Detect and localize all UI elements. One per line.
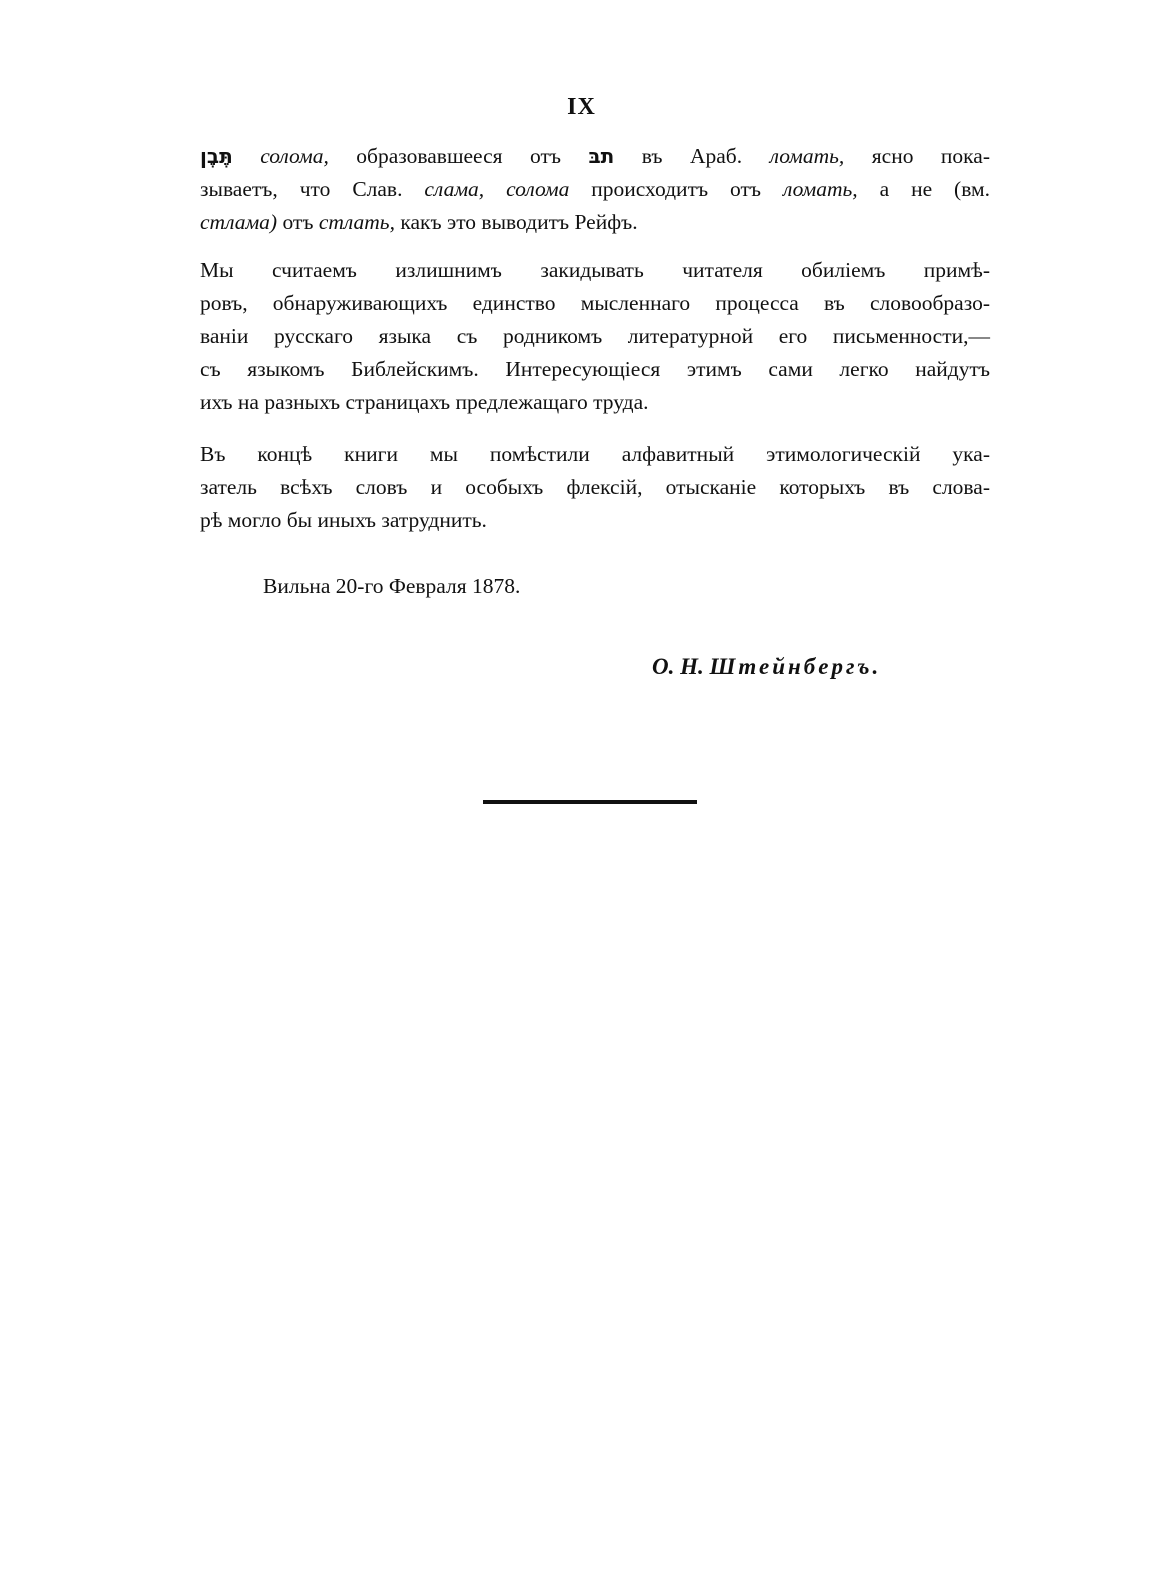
text-line [200, 173, 990, 206]
text-run: а не (вм. [857, 177, 990, 201]
italic-word: ломать, [782, 177, 858, 201]
text-line: затель всѣхъ словъ и особыхъ флексій, отысканіе которыхъ въ слова- [200, 475, 990, 499]
closing-rule [483, 800, 697, 804]
text-run: происходитъ отъ [569, 177, 783, 201]
hebrew-word: תֶּבֶן [200, 144, 233, 168]
text-line [200, 206, 990, 239]
place-and-date: Вильна 20-го Февраля 1878. [263, 574, 521, 598]
text-line: ваніи русскаго языка съ родникомъ литературной его письменности,— [200, 324, 990, 348]
author-signature [652, 654, 881, 680]
signature-initials: О. Н. [652, 654, 710, 679]
text-line: Мы считаемъ излишнимъ закидывать читателя обиліемъ примѣ- [200, 258, 990, 282]
text-line: съ языкомъ Библейскимъ. Интересующіеся этимъ сами легко найдутъ [200, 357, 990, 381]
italic-word: стлама) [200, 210, 278, 234]
italic-word: стлать, [318, 210, 395, 234]
text-run: какъ это выводитъ Рейфъ. [394, 210, 638, 234]
text-run: ясно пока- [844, 144, 990, 168]
italic-word: слама, солома [424, 177, 570, 201]
signature-surname: Штейнбергъ. [709, 654, 882, 679]
hebrew-word: תבּ [588, 144, 615, 168]
italic-word: ломать, [769, 144, 845, 168]
text-line [200, 140, 990, 173]
text-run: образовавшееся отъ [328, 144, 589, 168]
paragraph-index-note [200, 438, 990, 537]
text-line: ихъ на разныхъ страницахъ предлежащаго труда. [200, 390, 649, 414]
paragraph-etymology-soloma [200, 140, 990, 239]
page-number: IX [567, 94, 596, 120]
text-run: въ Араб. [614, 144, 770, 168]
text-line: Въ концѣ книги мы помѣстили алфавитный этимологическій ука- [200, 442, 990, 466]
text-run: зываетъ, что Слав. [200, 177, 425, 201]
italic-word: солома, [260, 144, 329, 168]
paragraph-examples [200, 254, 990, 419]
text-line: рѣ могло бы иныхъ затруднить. [200, 508, 487, 532]
text-run: отъ [277, 210, 319, 234]
text-line: ровъ, обнаруживающихъ единство мысленнаго процесса въ словообразо- [200, 291, 990, 315]
